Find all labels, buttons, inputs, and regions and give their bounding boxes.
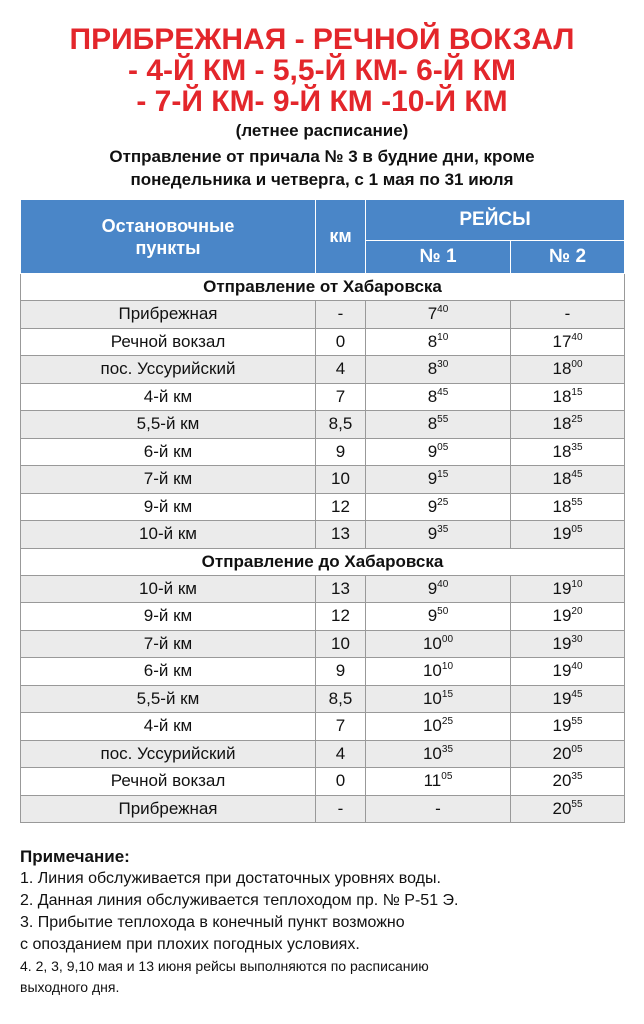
time-hours: 19 xyxy=(552,661,572,681)
time-hours: 18 xyxy=(552,386,572,406)
note-4b: выходного дня. xyxy=(20,979,120,995)
trip-1-time xyxy=(366,438,511,466)
trip-1-time xyxy=(366,493,511,521)
trip-2-time xyxy=(511,466,625,494)
trip-2-time xyxy=(511,658,625,686)
time-minutes: 35 xyxy=(571,441,583,453)
time-minutes: 10 xyxy=(437,331,449,343)
trip-2-time xyxy=(511,383,625,411)
section-row xyxy=(21,274,625,301)
trip-2-time xyxy=(511,328,625,356)
time-hours: 18 xyxy=(552,414,572,434)
time-hours: 19 xyxy=(552,578,572,598)
km-value: 8,5 xyxy=(316,685,366,713)
time-hours: 17 xyxy=(552,331,572,351)
table-row xyxy=(21,795,625,823)
time-minutes: 55 xyxy=(437,414,449,426)
time-hours: 10 xyxy=(422,688,442,708)
stop-name: 7-й км xyxy=(21,466,316,494)
time-minutes: 05 xyxy=(571,524,583,536)
table-row xyxy=(21,356,625,384)
table-row xyxy=(21,521,625,549)
km-value: 13 xyxy=(316,575,366,603)
km-value: 4 xyxy=(316,740,366,768)
header-stops-line-2: пункты xyxy=(135,237,201,258)
stop-name: 10-й км xyxy=(21,575,316,603)
trip-2-time xyxy=(511,438,625,466)
trip-1-time xyxy=(366,356,511,384)
time-minutes: 05 xyxy=(441,771,453,783)
stop-name: 4-й км xyxy=(21,713,316,741)
table-row xyxy=(21,411,625,439)
time-minutes: 40 xyxy=(571,331,583,343)
header-trips: РЕЙСЫ xyxy=(366,200,625,241)
table-row xyxy=(21,438,625,466)
table-row xyxy=(21,685,625,713)
km-value: 13 xyxy=(316,521,366,549)
time-hours: 18 xyxy=(552,359,572,379)
stop-name: 9-й км xyxy=(21,603,316,631)
stop-name: пос. Уссурийский xyxy=(21,356,316,384)
note-3a: 3. Прибытие теплохода в конечный пункт возможно xyxy=(20,914,405,931)
trip-1-time xyxy=(366,795,511,823)
title-line-2: - 4-Й КМ - 5,5-Й КМ- 6-Й КМ xyxy=(128,54,516,87)
header-stops xyxy=(21,200,316,274)
time-minutes: 55 xyxy=(571,496,583,508)
time-hours: 10 xyxy=(422,716,442,736)
time-hours: 8 xyxy=(427,331,438,351)
header-trip-1: № 1 xyxy=(366,241,511,274)
stop-name: Речной вокзал xyxy=(21,328,316,356)
stop-name: Прибрежная xyxy=(21,795,316,823)
note-4a: 4. 2, 3, 9,10 мая и 13 июня рейсы выполняются по расписанию xyxy=(20,958,429,974)
time-minutes: 35 xyxy=(437,524,449,536)
trip-2-time xyxy=(511,356,625,384)
trip-1-time xyxy=(366,383,511,411)
time-minutes: 30 xyxy=(437,359,449,371)
time-hours: 9 xyxy=(427,606,438,626)
trip-2-time xyxy=(511,740,625,768)
time-minutes: 00 xyxy=(571,359,583,371)
trip-1-time xyxy=(366,603,511,631)
time-hours: 8 xyxy=(427,386,438,406)
table-row xyxy=(21,383,625,411)
km-value: 4 xyxy=(316,356,366,384)
time-hours: 9 xyxy=(427,441,438,461)
time-minutes: 15 xyxy=(571,386,583,398)
time-hours: - xyxy=(564,304,571,324)
time-hours: 19 xyxy=(552,524,572,544)
time-hours: 19 xyxy=(552,688,572,708)
title-line-3: - 7-Й КМ- 9-Й КМ -10-Й КМ xyxy=(136,85,508,118)
trip-2-time xyxy=(511,795,625,823)
trip-2-time xyxy=(511,630,625,658)
trip-1-time xyxy=(366,466,511,494)
trip-1-time xyxy=(366,685,511,713)
time-hours: 19 xyxy=(552,606,572,626)
time-hours: 8 xyxy=(427,414,438,434)
time-hours: 18 xyxy=(552,496,572,516)
km-value: 9 xyxy=(316,438,366,466)
stop-name: 7-й км xyxy=(21,630,316,658)
table-row xyxy=(21,740,625,768)
table-row xyxy=(21,575,625,603)
trip-2-time xyxy=(511,603,625,631)
note-3b: с опозданием при плохих погодных условиях. xyxy=(20,936,360,953)
table-row xyxy=(21,466,625,494)
time-minutes: 40 xyxy=(571,661,583,673)
time-hours: 9 xyxy=(427,578,438,598)
time-hours: 19 xyxy=(552,716,572,736)
time-hours: 10 xyxy=(422,743,442,763)
table-row xyxy=(21,328,625,356)
time-minutes: 45 xyxy=(571,469,583,481)
time-hours: 11 xyxy=(423,771,442,791)
time-minutes: 05 xyxy=(571,743,583,755)
km-value: 0 xyxy=(316,328,366,356)
trip-1-time xyxy=(366,768,511,796)
km-value: 9 xyxy=(316,658,366,686)
trip-2-time xyxy=(511,575,625,603)
km-value: - xyxy=(316,795,366,823)
time-hours: 10 xyxy=(422,661,442,681)
time-minutes: 25 xyxy=(437,496,449,508)
time-hours: 7 xyxy=(427,304,438,324)
time-hours: 18 xyxy=(552,469,572,489)
title-line-1: ПРИБРЕЖНАЯ - РЕЧНОЙ ВОКЗАЛ xyxy=(69,23,575,56)
time-minutes: 20 xyxy=(571,606,583,618)
time-minutes: 30 xyxy=(571,633,583,645)
trip-2-time xyxy=(511,713,625,741)
table-row xyxy=(21,493,625,521)
trip-1-time xyxy=(366,740,511,768)
trip-2-time xyxy=(511,521,625,549)
time-minutes: 40 xyxy=(437,304,449,316)
time-hours: 9 xyxy=(427,469,438,489)
time-minutes: 35 xyxy=(441,743,454,755)
time-minutes: 45 xyxy=(571,688,583,700)
time-hours: 18 xyxy=(552,441,572,461)
trip-1-time xyxy=(366,521,511,549)
km-value: - xyxy=(316,301,366,329)
header-stops-line-1: Остановочные xyxy=(101,215,235,236)
trip-1-time xyxy=(366,328,511,356)
km-value: 10 xyxy=(316,630,366,658)
stop-name: пос. Уссурийский xyxy=(21,740,316,768)
notes xyxy=(20,846,630,998)
time-minutes: 00 xyxy=(441,633,454,645)
trip-1-time xyxy=(366,411,511,439)
time-minutes: 45 xyxy=(437,386,449,398)
km-value: 7 xyxy=(316,713,366,741)
section-title: Отправление от Хабаровска xyxy=(21,274,625,301)
time-hours: 9 xyxy=(427,524,438,544)
table-row xyxy=(21,301,625,329)
km-value: 12 xyxy=(316,493,366,521)
subtitle-line-2: понедельника и четверга, с 1 мая по 31 июля xyxy=(130,170,514,189)
time-minutes: 10 xyxy=(571,578,583,590)
trip-1-time xyxy=(366,658,511,686)
trip-2-time xyxy=(511,685,625,713)
section-title: Отправление до Хабаровска xyxy=(21,548,625,575)
time-hours: 8 xyxy=(427,359,438,379)
trip-1-time xyxy=(366,301,511,329)
km-value: 7 xyxy=(316,383,366,411)
trip-1-time xyxy=(366,630,511,658)
stop-name: 10-й км xyxy=(21,521,316,549)
table-row xyxy=(21,658,625,686)
header-km: км xyxy=(316,200,366,274)
km-value: 0 xyxy=(316,768,366,796)
time-hours: 9 xyxy=(427,496,438,516)
stop-name: 6-й км xyxy=(21,658,316,686)
time-hours: 20 xyxy=(552,798,572,818)
stop-name: Речной вокзал xyxy=(21,768,316,796)
stop-name: Прибрежная xyxy=(21,301,316,329)
time-minutes: 05 xyxy=(437,441,449,453)
time-hours: 19 xyxy=(552,633,572,653)
time-minutes: 50 xyxy=(437,606,449,618)
stop-name: 5,5-й км xyxy=(21,411,316,439)
km-value: 12 xyxy=(316,603,366,631)
time-hours: 10 xyxy=(422,633,442,653)
table-row xyxy=(21,768,625,796)
time-minutes: 10 xyxy=(441,661,454,673)
time-minutes: 55 xyxy=(571,798,583,810)
km-value: 10 xyxy=(316,466,366,494)
header-trip-2: № 2 xyxy=(511,241,625,274)
table-row xyxy=(21,713,625,741)
time-minutes: 25 xyxy=(441,716,454,728)
schedule-table xyxy=(20,199,625,823)
time-hours: 20 xyxy=(552,743,572,763)
time-minutes: 25 xyxy=(571,414,583,426)
trip-1-time xyxy=(366,713,511,741)
time-minutes: 40 xyxy=(437,578,449,590)
trip-2-time xyxy=(511,301,625,329)
notes-title: Примечание: xyxy=(20,847,130,866)
time-minutes: 15 xyxy=(437,469,449,481)
note-2: 2. Данная линия обслуживается теплоходом пр. № Р-51 Э. xyxy=(20,892,459,909)
note-1: 1. Линия обслуживается при достаточных уровнях воды. xyxy=(20,870,441,887)
trip-2-time xyxy=(511,411,625,439)
km-value: 8,5 xyxy=(316,411,366,439)
season-label: (летнее расписание) xyxy=(235,121,409,140)
trip-2-time xyxy=(511,493,625,521)
stop-name: 6-й км xyxy=(21,438,316,466)
table-row xyxy=(21,630,625,658)
time-minutes: 35 xyxy=(571,771,583,783)
time-minutes: 55 xyxy=(571,716,583,728)
section-row xyxy=(21,548,625,575)
subtitle-line-1: Отправление от причала № 3 в будние дни, кроме xyxy=(109,147,535,166)
stop-name: 9-й км xyxy=(21,493,316,521)
stop-name: 5,5-й км xyxy=(21,685,316,713)
time-minutes: 15 xyxy=(441,688,454,700)
time-hours: - xyxy=(435,798,441,818)
trip-2-time xyxy=(511,768,625,796)
stop-name: 4-й км xyxy=(21,383,316,411)
trip-1-time xyxy=(366,575,511,603)
time-hours: 20 xyxy=(552,771,572,791)
table-row xyxy=(21,603,625,631)
